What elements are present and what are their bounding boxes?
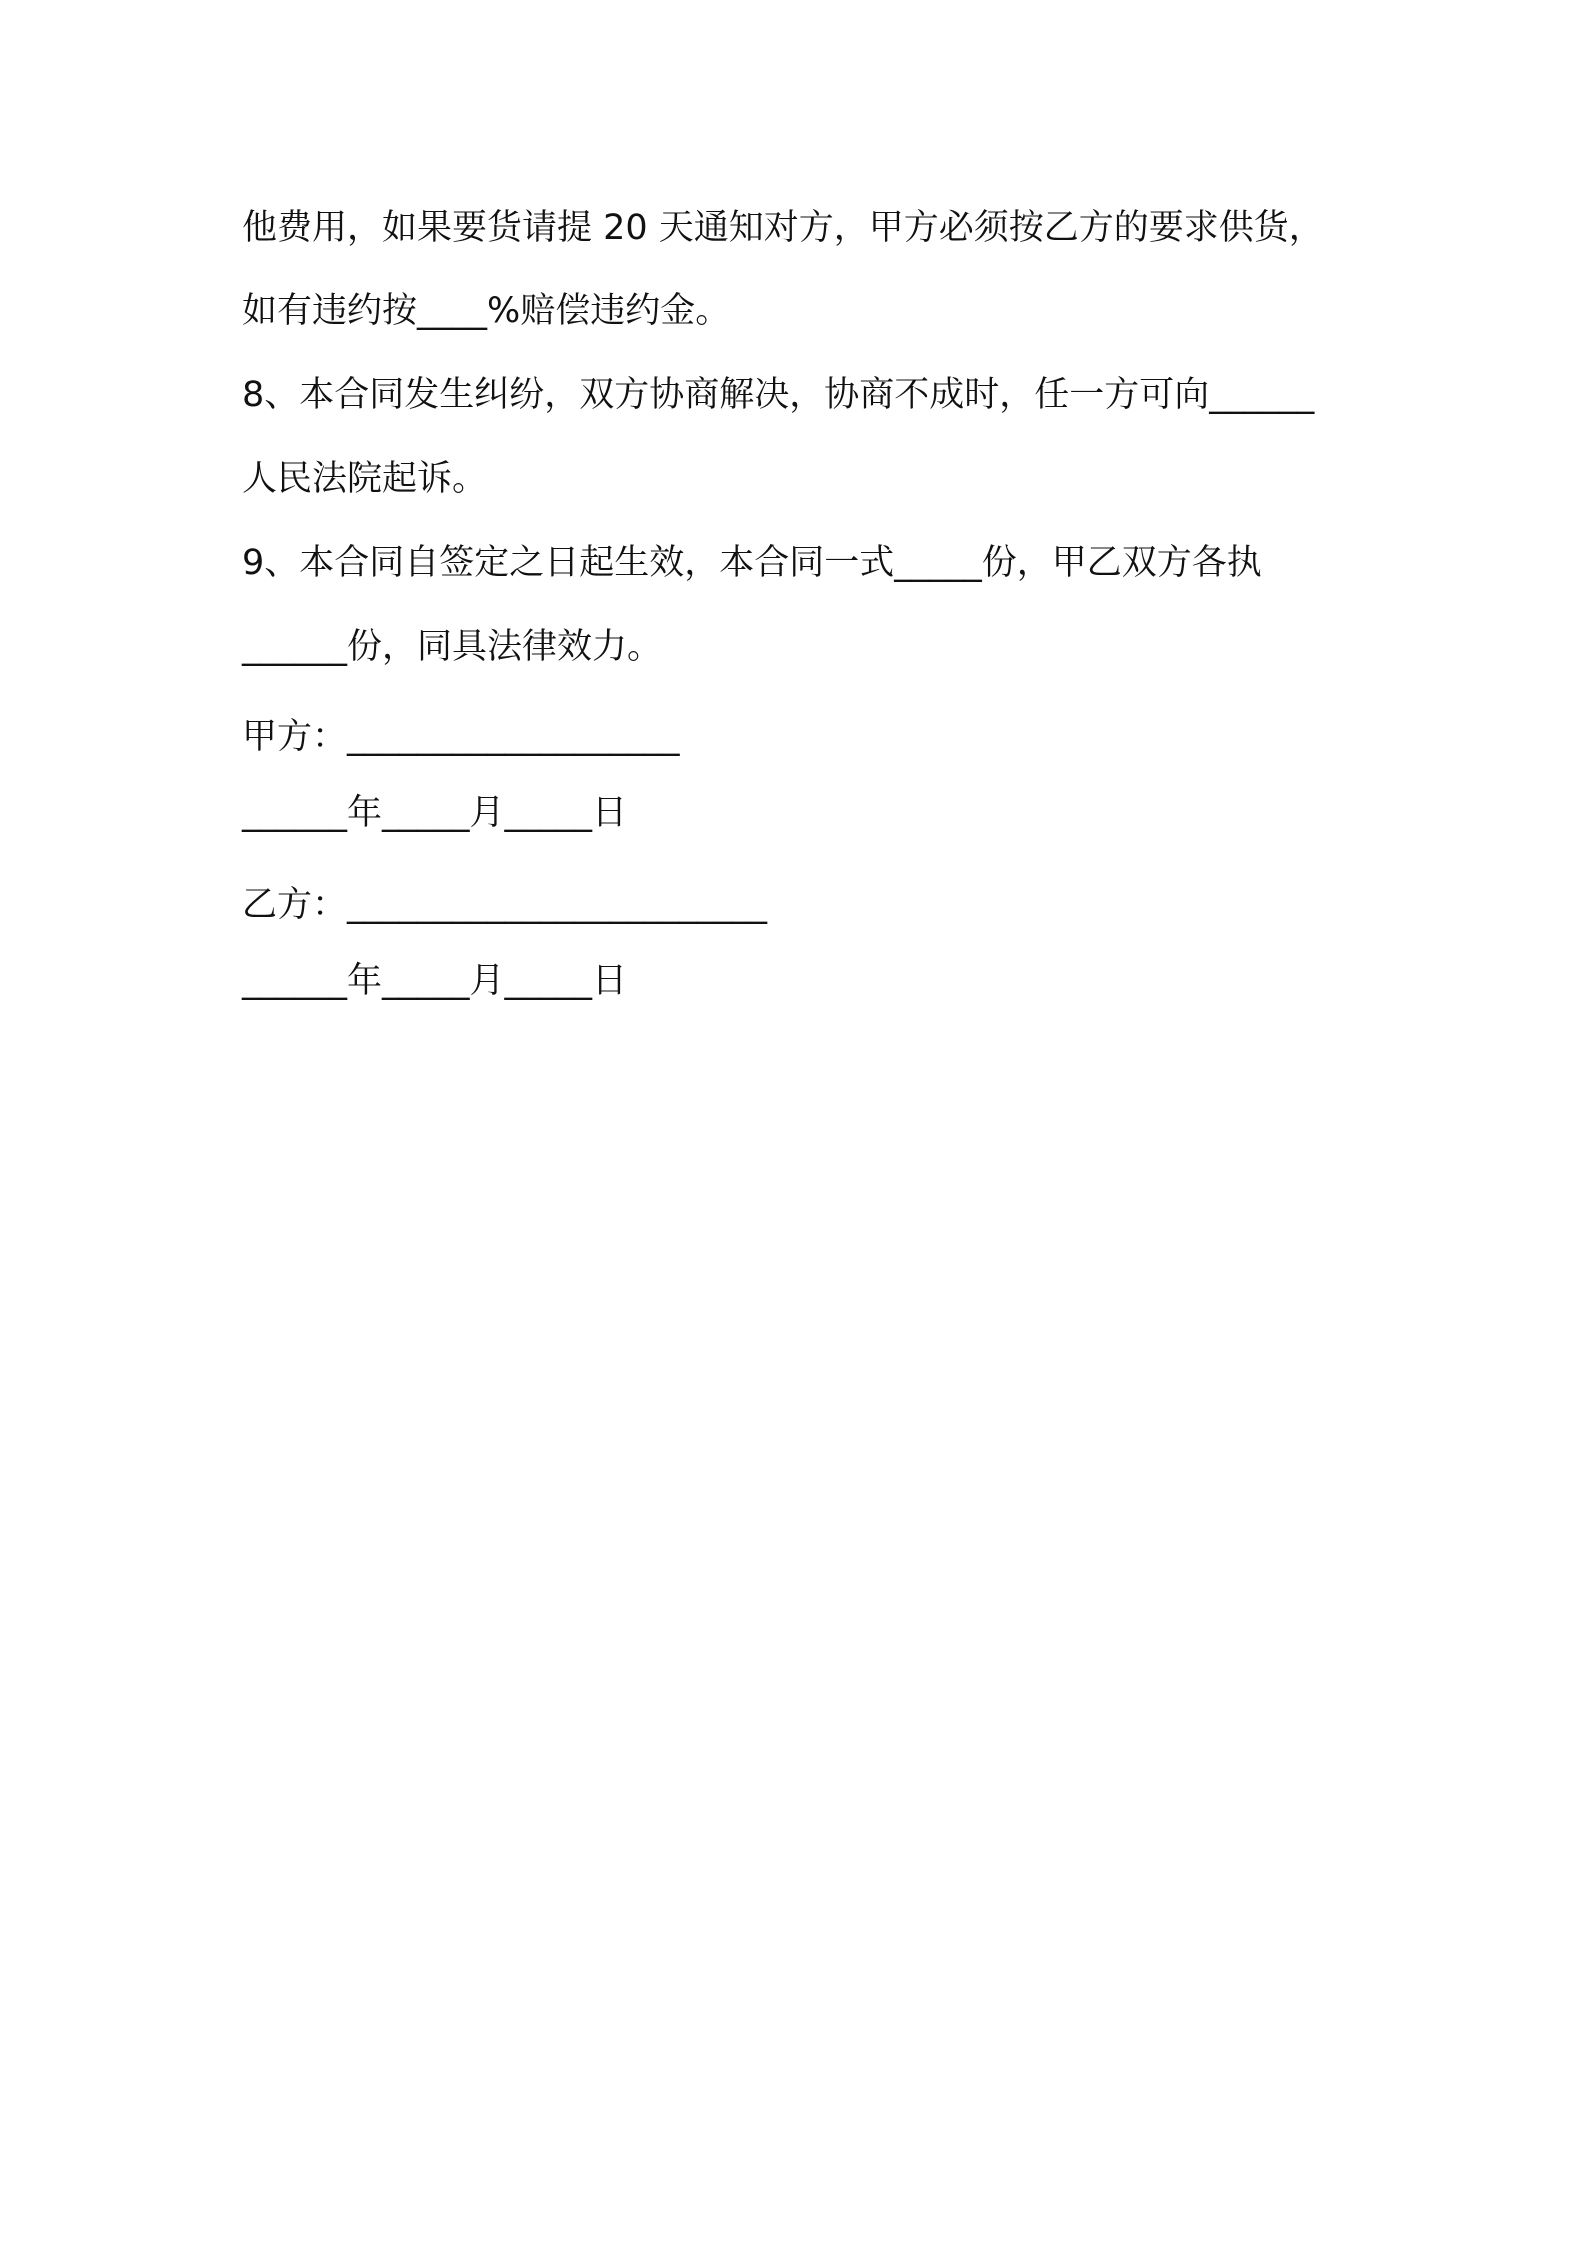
party-a-date-line: ______年_____月_____日 <box>242 793 628 833</box>
clause-7-penalty-line: 如有违约按____%赔偿违约金。 <box>242 291 731 331</box>
clause-8-line-2: 人民法院起诉。 <box>242 459 488 499</box>
party-a-signature-line: 甲方：___________________ <box>242 717 680 757</box>
party-b-date-line: ______年_____月_____日 <box>242 961 628 1001</box>
clause-9-line-2: ______份，同具法律效力。 <box>242 627 663 667</box>
clause-7-continuation-line: 他费用，如果要货请提 20 天通知对方，甲方必须按乙方的要求供货， <box>242 208 1324 248</box>
clause-9-line-1: 9、本合同自签定之日起生效，本合同一式_____份，甲乙双方各执 <box>242 543 1262 583</box>
party-b-signature-line: 乙方：________________________ <box>242 885 768 925</box>
clause-8-line-1: 8、本合同发生纠纷，双方协商解决，协商不成时，任一方可向______ <box>242 375 1315 415</box>
